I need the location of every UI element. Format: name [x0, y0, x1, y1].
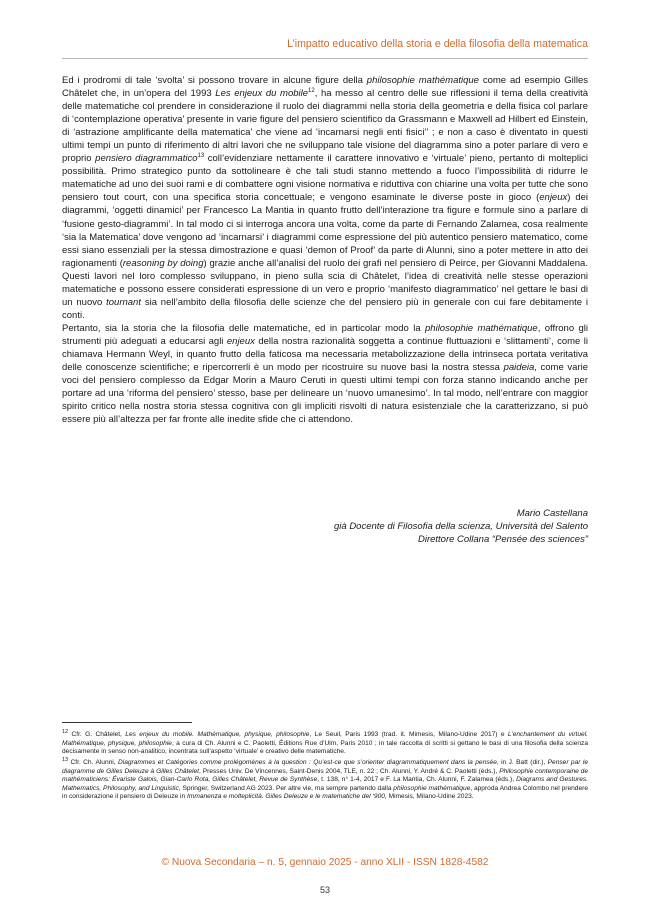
- text-run: , Presses Univ. De Vincennes, Saint-Denis 2004, TLE, n. 22 ; Ch. Alunni, Y. André & C. Paoletti (éds.),: [199, 768, 500, 775]
- italic-run: enjeux: [539, 192, 568, 204]
- italic-run: Diagrammes et Catégories comme prolégomènes à la question : Qu’est-ce que s’orienter diagrammatiquement dans la pensée: [118, 759, 497, 767]
- italic-run: reasoning by doing: [122, 257, 204, 269]
- italic-run: Philosophie contemporaine de mathématiciens: Évariste Galois, Gian-Carlo Rota, Gilles Châtelet, Revue de Synthèse: [62, 768, 588, 784]
- text-run: , approda Andrea Colombo nel prendere in considerazione il pensiero di Deleuze in: [62, 784, 588, 801]
- italic-run: Diagrams and Gestures. Mathematics, Philosophy, and Linguistic: [62, 776, 589, 792]
- text-run: come ad esempio Gilles Châtelet che, in un’opera del 1993: [62, 75, 589, 100]
- text-run: della nostra razionalità soggetta a continue fluttuazioni e ‘slittamenti’, come li chiamava Hermann Weyl, in quanto frutto della faticosa ma necessaria metabolizzazione della intrinseca portata veritativa delle conoscenze scientifiche; e ripercorrerli è un modo per ricostruire su nuove basi la nostra stessa: [62, 335, 589, 374]
- italic-run: paideia: [503, 362, 535, 374]
- footnote-12: [62, 728, 588, 756]
- signature-block: [334, 507, 588, 546]
- text-run: , a cura di Ch. Alunni e C. Paoletti, Éditions Rue d’Ulm, Paris 2010 ; in tale raccolta di scritti si gettano le basi di una filosofia della scienza decisamente in senso non-analitico, incentrata sull’aspetto ‘virtuale’ e creativo delle matematiche.: [62, 739, 588, 755]
- text-run: Cfr. Ch. Alunni,: [68, 759, 118, 767]
- text-run: coll’evidenziare nettamente il carattere innovativo e ‘virtuale’ pieno, pertanto di molteplici possibilità. Primo strategico punto da sottolineare è che tali studi stanno mettendo a fuoco l’impossibilità di ridurre le matematiche ad uno dei suoi rami e di combattere ogni visione normativa e riduttiva con chiarine una volta per tutte che sono pensiero tout court, con una specifica storia concettuale; e vengono esaminate le diverse poste in gioco (: [62, 153, 588, 204]
- paragraph-2: [62, 322, 588, 426]
- italic-run: philosophie mathématique: [425, 322, 538, 334]
- footnote-13: [62, 756, 588, 801]
- text-run: ) dei diagrammi, ‘oggetti dinamici’ per Francesco La Mantia in quanto frutto dell’interazione tra figure e formule sino a parlare di ‘fusione gesto-diagrammi’. In tal modo ci si interroga ancora una volta, come da parte di Fernando Zalamea, cosa realmente ‘sia la Matematica’ dove vengono ad ‘incarnarsi’ i diagrammi come espressione del più autentico pensiero matematico, come essi siano essenziali per la stessa dimostrazione e quasi ‘demon of Proof’ da parte di Alunni, sino a poter mettere in atto dei ragionamenti (: [62, 192, 588, 269]
- italic-run: Les enjeux du mobile. Mathématique, physique, philosophie: [125, 731, 310, 739]
- text-run: , Le Seuil, Paris 1993 (trad. it. Mimesis, Milano-Udine 2017) e: [309, 731, 508, 739]
- text-run: , offrono gli strumenti più adeguati a educarsi agli: [62, 322, 589, 347]
- author-name: Mario Castellana: [516, 508, 588, 519]
- header-rule: [62, 58, 588, 59]
- text-run: sia nell’ambito della filosofia delle scienze che del pensiero più in generale con cui fare debitamente i conti.: [62, 296, 589, 321]
- italic-run: enjeux: [226, 335, 255, 347]
- paragraph-1: [62, 74, 588, 322]
- text-run: ) grazie anche all’analisi del ruolo dei grafi nel pensiero di Peirce, per Giovanni Maddalena. Questi lavori nel loro complesso sviluppano, in pieno sulla scia di Châtelet, l’idea di creatività nelle stesse operazioni matematiche e possono essere considerati espressione di un vero e proprio ‘manifesto diagrammatico’ nel gettare le basi di un nuovo: [62, 257, 588, 308]
- text-run: , Mimesis, Milano-Udine 2023.: [384, 793, 474, 801]
- journal-footer: © Nuova Secondaria – n. 5, gennaio 2025 - anno XLII - ISSN 1828-4582: [161, 857, 489, 868]
- author-role: già Docente di Filosofia della scienza, Università del Salento: [334, 521, 588, 532]
- italic-run: L’enchantement du virtuel. Mathématique, physique, philosophie: [62, 731, 589, 747]
- text-run: , come varie voci del pensiero complesso da Edgar Morin a Mauro Ceruti in questi ultimi tempi con forza stanno indicando anche per portare ad una ‘riforma del pensiero’ stesso, base per delineare un ‘nuovo umanesimo’. In tal modo, nell’entrare con maggior spirito critico nella nostra storia stessa cognitiva con gli impliciti risvolti di natura esistenziale che la caratterizzano, si può essere più all’altezza per far fronte alle inedite sfide che ci attendono.: [62, 362, 588, 426]
- text-run: , t. 138, n° 1-4, 2017 e F. La Mantia, Ch. Alunni, F. Zalamea (éds.),: [317, 776, 517, 784]
- text-run: Pertanto, sia la storia che la filosofia delle matematiche, ed in particolar modo la: [62, 322, 426, 334]
- italic-run: Penser par le diagramme de Gilles Deleuze à Gilles Châtelet: [62, 759, 588, 775]
- italic-run: pensiero diagrammatico: [95, 153, 198, 165]
- footnote-number: 13: [62, 757, 69, 764]
- text-run: , ha messo al centro delle sue riflessioni il tema della creatività delle matematiche col prendere in considerazione il ruolo dei diagrammi nella storia della geometria e della fisica col parlare di ‘contemplazione operativa’ presente in varie figure del pensiero scientifico da Grassmann e Maxwell ad Hilbert ed Einstein, di ‘astrazione amplificante della matematica’ che viene ad ‘incarnarsi negli enti fisici’’ ; e non a caso è diventato in questi ultimi tempi un punto di riferimento di altri lavori che ne sviluppano tale visione del diagramma sino a poter parlare di vero e proprio: [62, 88, 588, 165]
- text-run: Ed i prodromi di tale ‘svolta’ si possono trovare in alcune figure della: [62, 75, 367, 86]
- footnote-rule: [62, 722, 192, 723]
- text-run: Cfr. G. Châtelet,: [68, 731, 126, 739]
- text-run: , Springer, Switzerland AG 2023. Per altre vie, ma sempre partendo dalla: [178, 784, 394, 792]
- italic-run: Les enjeux du mobile: [215, 88, 309, 100]
- italic-run: tournant: [106, 296, 141, 308]
- italic-run: philosophie mathématique: [393, 784, 471, 792]
- footnotes: [62, 728, 588, 802]
- italic-run: philosophie mathématique: [366, 75, 479, 86]
- main-text: [62, 74, 588, 426]
- footnote-ref-12[interactable]: 12: [308, 87, 315, 94]
- footnote-number: 12: [62, 729, 69, 735]
- page-number: 53: [319, 885, 330, 895]
- footnote-ref-13[interactable]: 13: [197, 153, 205, 160]
- italic-run: Immanenza e molteplicità. Gilles Deleuze e le matematiche del ‘900: [187, 793, 385, 801]
- running-head: L’impatto educativo della storia e della filosofia della matematica: [287, 38, 588, 50]
- text-run: , in J. Batt (dir.),: [496, 759, 548, 767]
- author-role-2: Direttore Collana “Pensée des sciences”: [417, 534, 588, 545]
